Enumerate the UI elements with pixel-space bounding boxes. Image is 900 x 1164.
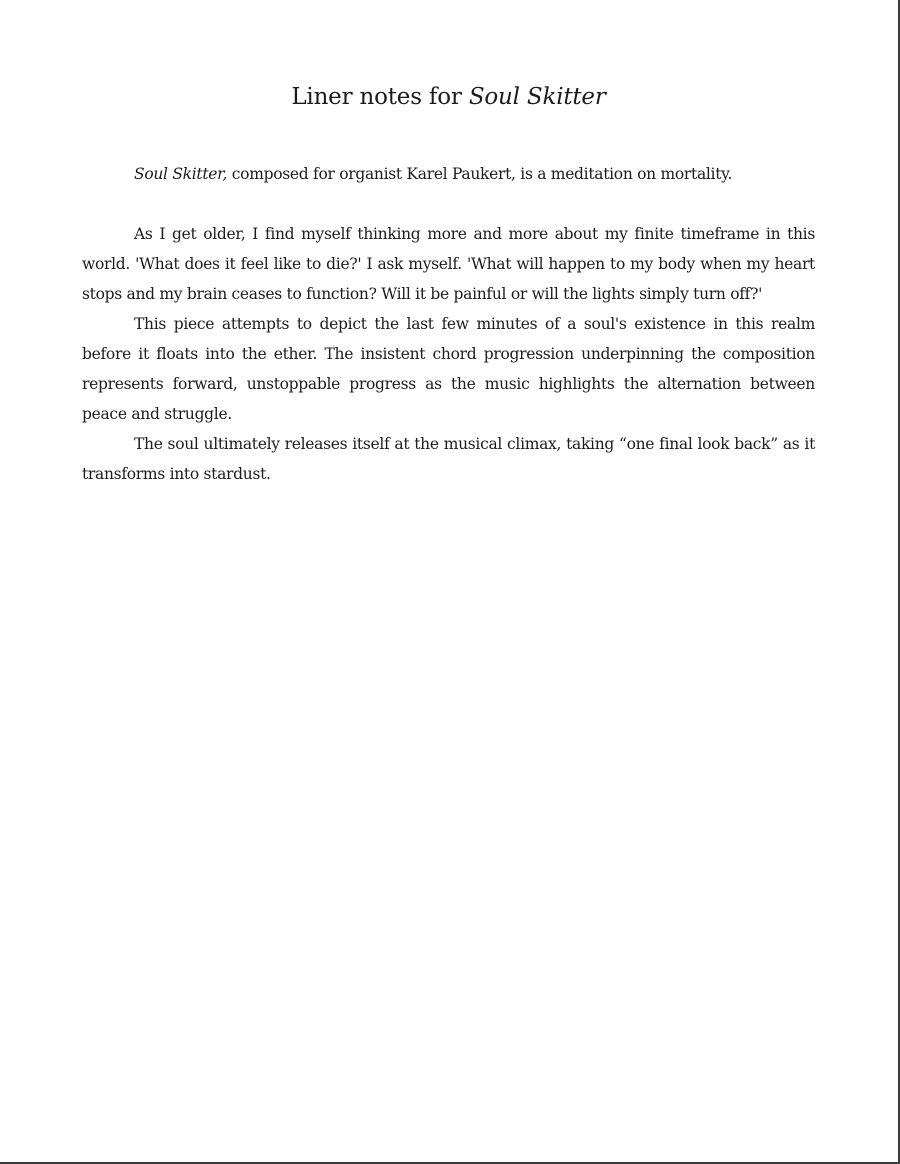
document-content [82,78,815,489]
title-prefix: Liner notes for [291,84,469,110]
body-paragraph-1: As I get older, I find myself thinking more and more about my finite timeframe in this world. 'What does it feel like to die?' I ask myself. 'What will happen to my body when my heart stops and my brain ceases to function? Will it be painful or will the lights simply turn off?' [82,225,815,303]
title-work-name: Soul Skitter [468,84,606,110]
body-paragraph-2: This piece attempts to depict the last few minutes of a soul's existence in this realm before it floats into the ether. The insistent chord progression underpinning the composition represents forward, unstoppable progress as the music highlights the alternation between peace and struggle. [82,315,815,423]
intro-text: composed for organist Karel Paukert, is a meditation on mortality. [227,165,733,183]
intro-paragraph [82,159,815,189]
intro-work-name: Soul Skitter, [134,165,228,183]
page-title [82,78,815,116]
body-paragraph-3: The soul ultimately releases itself at the musical climax, taking “one final look back” as it transforms into stardust. [82,435,815,483]
